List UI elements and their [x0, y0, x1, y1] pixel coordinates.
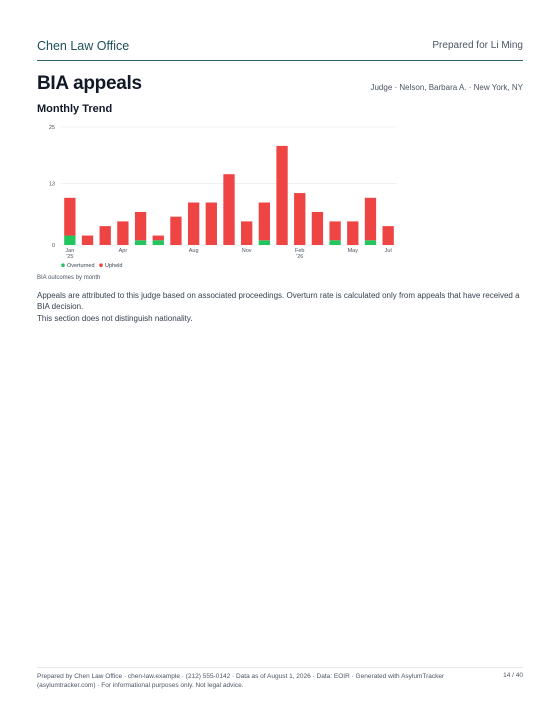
x-tick-label: '26 [296, 254, 304, 260]
page-footer [37, 667, 523, 689]
legend-label-overturned: Overturned [67, 263, 95, 269]
bar-upheld [135, 212, 146, 240]
chart-caption: BIA outcomes by month [37, 275, 101, 281]
chart-subtitle: Monthly Trend [37, 103, 113, 115]
y-tick-label: 0 [51, 243, 55, 249]
bar-upheld [100, 226, 111, 245]
bar-overturned [259, 240, 270, 245]
page-number: 14 / 40 [503, 672, 523, 679]
nationality-note: This section does not distinguish nationality. [37, 314, 193, 323]
y-tick-label: 13 [48, 181, 55, 188]
legend-marker-upheld [99, 263, 103, 267]
bar-overturned [64, 236, 75, 245]
y-tick-label: 25 [48, 125, 55, 131]
bar-overturned [153, 240, 164, 245]
bar-upheld [347, 221, 358, 245]
x-tick-label: '25 [66, 254, 74, 260]
bar-upheld [241, 221, 252, 245]
legend-marker-overturned [61, 263, 65, 267]
x-tick-label: Aug [188, 248, 199, 254]
x-tick-label: Jul [384, 248, 392, 254]
bar-upheld [188, 203, 199, 245]
prepared-for: Prepared for Li Ming [432, 40, 523, 51]
x-tick-label: Apr [118, 248, 128, 254]
bar-upheld [64, 198, 75, 236]
x-tick-label: May [347, 248, 358, 254]
bar-upheld [276, 146, 287, 245]
page-header [37, 36, 523, 61]
legend-label-upheld: Upheld [105, 263, 123, 269]
bar-upheld [223, 174, 234, 245]
bar-upheld [259, 203, 270, 241]
judge-info: Judge · Nelson, Barbara A. · New York, NY [370, 83, 523, 92]
x-tick-label: Nov [241, 248, 252, 254]
section-title: BIA appeals [37, 73, 142, 94]
bar-upheld [294, 193, 305, 245]
bar-upheld [206, 203, 217, 245]
firm-name: Chen Law Office [37, 39, 130, 53]
bar-upheld [312, 212, 323, 245]
bar-upheld [82, 236, 93, 245]
bar-upheld [117, 221, 128, 245]
bar-overturned [329, 240, 340, 245]
bar-upheld [170, 217, 181, 245]
attribution-note: Appeals are attributed to this judge based on associated proceedings. Overturn rate is calculated only from appeals that have received a BIA decision. [37, 291, 520, 311]
bar-overturned [135, 240, 146, 245]
bar-upheld [382, 226, 393, 245]
bar-upheld [153, 236, 164, 241]
x-tick-label: Jan [65, 248, 75, 254]
footer-text: Prepared by Chen Law Office · chen-law.example · (212) 555-0142 · Data as of August 1, 2026 · Data: EOIR · Generated with AsylumTracker (asylumtracker.com) · For informational purposes only. Not legal advice. [37, 673, 445, 689]
bar-upheld [329, 221, 340, 240]
bia-outcomes-chart [37, 120, 407, 275]
x-tick-label: Feb [294, 248, 305, 254]
bar-overturned [365, 240, 376, 245]
bar-upheld [365, 198, 376, 240]
